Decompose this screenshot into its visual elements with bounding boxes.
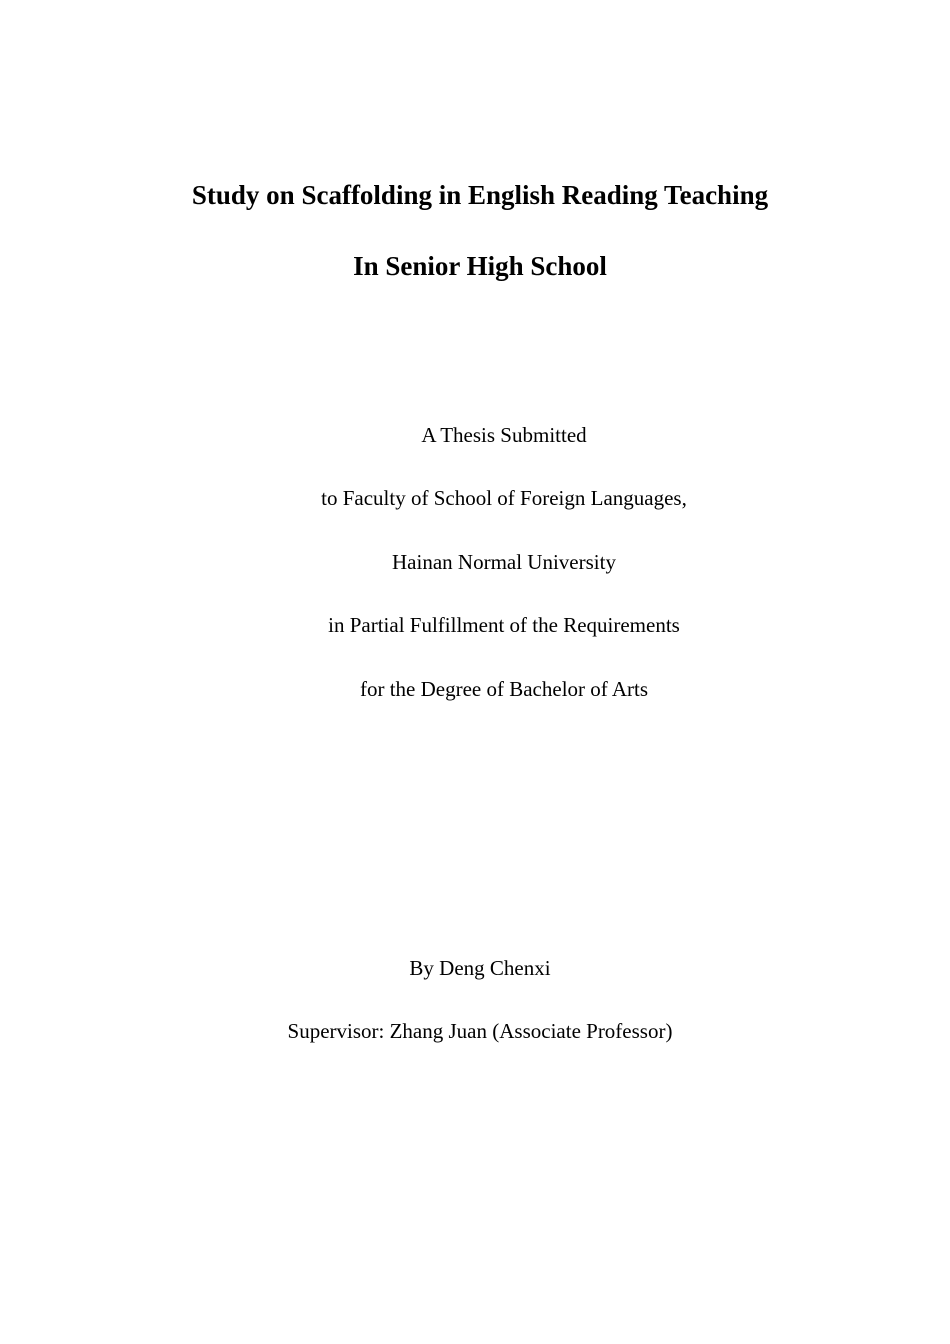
submission-line-5: for the Degree of Bachelor of Arts <box>359 677 649 701</box>
thesis-title-line-2: In Senior High School <box>353 251 607 281</box>
submission-line-3: Hainan Normal University <box>392 550 616 574</box>
author-byline: By Deng Chenxi <box>409 956 551 980</box>
submission-line-4: in Partial Fulfillment of the Requirements <box>328 613 680 637</box>
supervisor-line: Supervisor: Zhang Juan (Associate Professor) <box>287 1019 673 1043</box>
thesis-title-line-1: Study on Scaffolding in English Reading Teaching <box>191 180 769 210</box>
submission-line-2: to Faculty of School of Foreign Languages, <box>321 486 687 510</box>
submission-line-1: A Thesis Submitted <box>421 423 587 447</box>
